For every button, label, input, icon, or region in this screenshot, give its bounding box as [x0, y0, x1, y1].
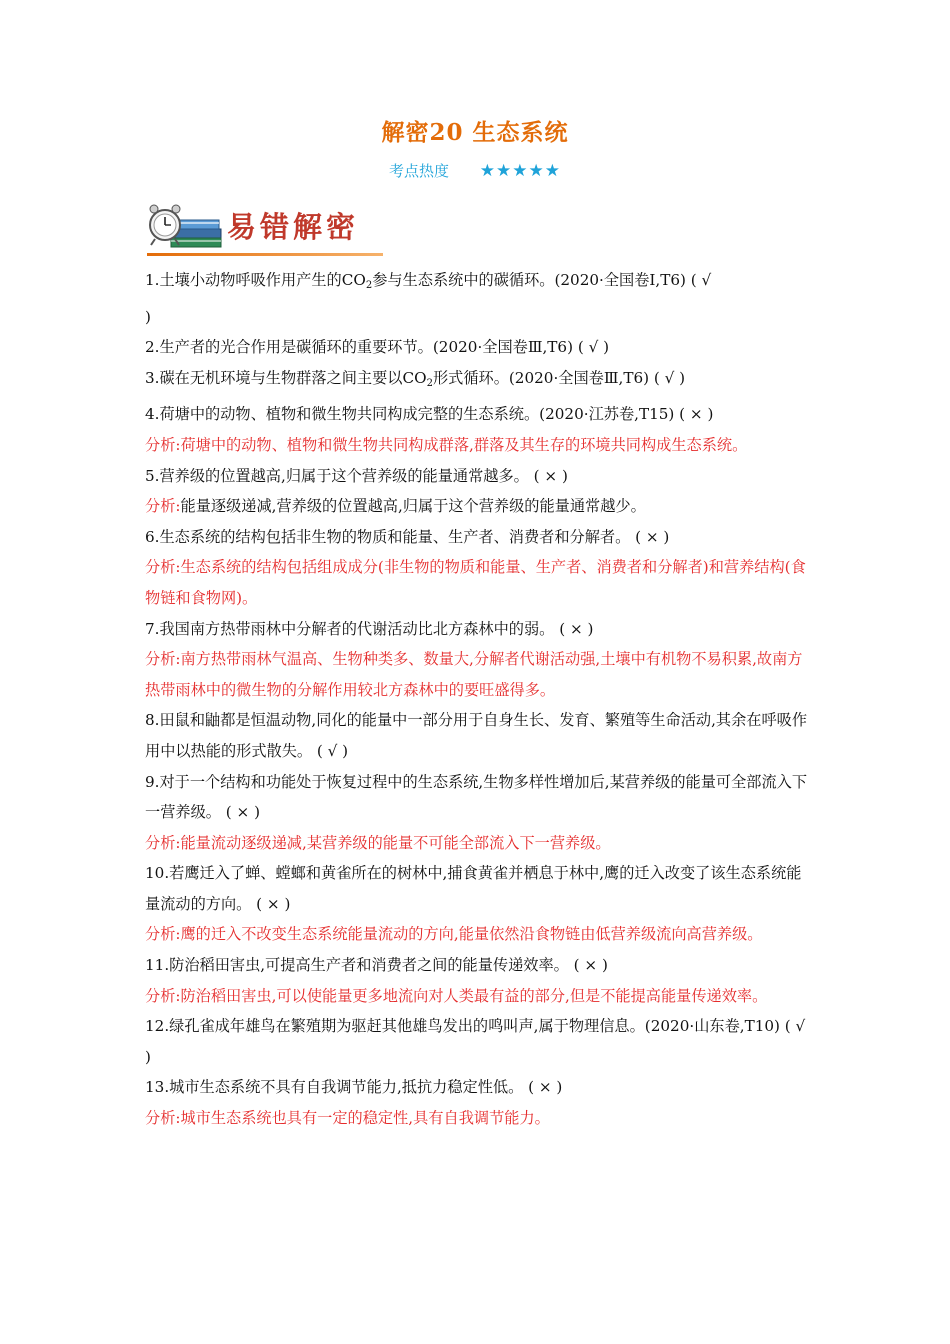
list-item: 11.防治稻田害虫,可提高生产者和消费者之间的能量传递效率。 ( × )	[145, 956, 608, 975]
list-item: 1.土壤小动物呼吸作用产生的$CO_2$参与生态系统中的碳循环。(2020·全国卷Ⅰ,T6) ( √ )	[145, 271, 712, 326]
list-item: 12.绿孔雀成年雄鸟在繁殖期为驱赶其他雄鸟发出的鸣叫声,属于物理信息。(2020·山东卷,T10) ( √ )	[145, 1017, 806, 1066]
analysis-text: 分析:荷塘中的动物、植物和微生物共同构成群落,群落及其生存的环境共同构成生态系统。	[145, 435, 748, 454]
list-item: 3.碳在无机环境与生物群落之间主要以$CO_2$形式循环。(2020·全国卷Ⅲ,T6) ( √ )	[145, 368, 686, 389]
list-item: 6.生态系统的结构包括非生物的物质和能量、生产者、消费者和分解者。 ( × )	[145, 527, 670, 546]
analysis-text: 分析:生态系统的结构包括组成成分(非生物的物质和能量、生产者、消费者和分解者)和营养结构(食物链和食物网)。	[145, 558, 806, 607]
subtitle	[0, 160, 950, 181]
banner-underline	[147, 253, 383, 256]
analysis-text: 分析:能量流动逐级递减,某营养级的能量不可能全部流入下一营养级。	[145, 833, 611, 852]
section-banner	[145, 195, 385, 257]
list-item: 5.营养级的位置越高,归属于这个营养级的能量通常越多。 ( × )	[145, 466, 568, 485]
alarm-clock-books-icon	[145, 195, 225, 255]
heat-label: 考点热度	[389, 162, 450, 180]
banner-text: 易错解密	[227, 210, 360, 244]
list-item: 10.若鹰迁入了蝉、螳螂和黄雀所在的树林中,捕食黄雀并栖息于林中,鹰的迁入改变了该生态系统能量流动的方向。 ( × )	[145, 864, 802, 913]
analysis-text: 分析:鹰的迁入不改变生态系统能量流动的方向,能量依然沿食物链由低营养级流向高营养级。	[145, 925, 763, 944]
analysis-text: 分析:防治稻田害虫,可以使能量更多地流向对人类最有益的部分,但是不能提高能量传递效率。	[145, 986, 768, 1005]
analysis-text: 分析:能量逐级递减,营养级的位置越高,归属于这个营养级的能量通常越少。	[145, 497, 646, 516]
list-item: 2.生产者的光合作用是碳循环的重要环节。(2020·全国卷Ⅲ,T6) ( √ )	[145, 338, 610, 357]
analysis-text: 分析:南方热带雨林气温高、生物种类多、数量大,分解者代谢活动强,土壤中有机物不易积累,故南方热带雨林中的微生物的分解作用较北方森林中的要旺盛得多。	[145, 650, 803, 699]
page-title: 解密20 生态系统	[381, 119, 569, 146]
list-item: 4.荷塘中的动物、植物和微生物共同构成完整的生态系统。(2020·江苏卷,T15) ( × )	[145, 405, 714, 424]
star-rating: ★★★★★	[479, 161, 561, 181]
list-item: 8.田鼠和鼬都是恒温动物,同化的能量中一部分用于自身生长、发育、繁殖等生命活动,其余在呼吸作用中以热能的形式散失。 ( √ )	[145, 711, 808, 760]
question-list	[145, 265, 811, 1134]
list-item: 7.我国南方热带雨林中分解者的代谢活动比北方森林中的弱。 ( × )	[145, 619, 594, 638]
list-item: 9.对于一个结构和功能处于恢复过程中的生态系统,生物多样性增加后,某营养级的能量可全部流入下一营养级。 ( × )	[145, 772, 808, 822]
list-item: 13.城市生态系统不具有自我调节能力,抵抗力稳定性低。 ( × )	[145, 1078, 563, 1097]
analysis-text: 分析:城市生态系统也具有一定的稳定性,具有自我调节能力。	[145, 1109, 550, 1128]
